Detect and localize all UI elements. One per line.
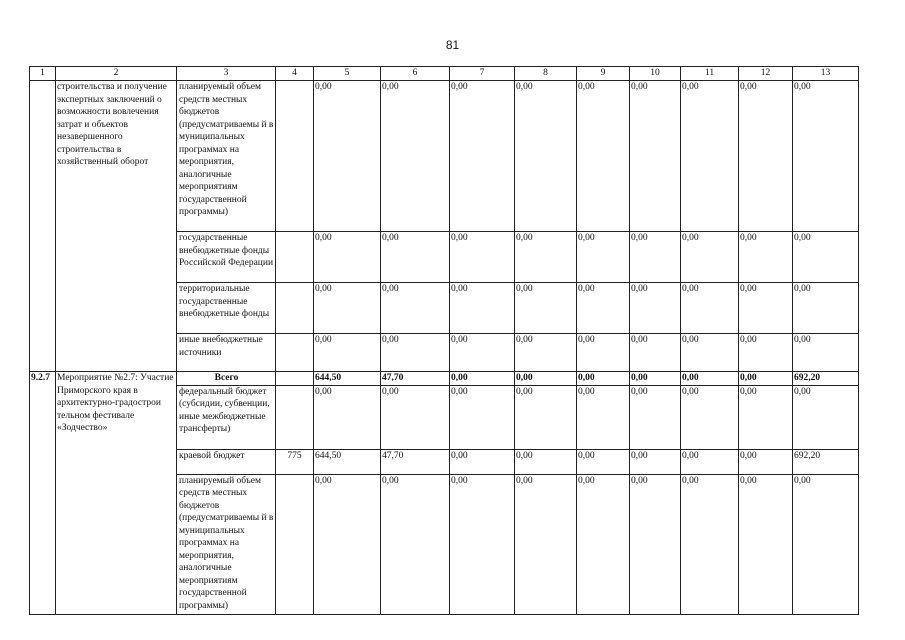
budget-code-cell	[276, 385, 314, 449]
value-cell: 0,00	[577, 449, 630, 474]
budget-code-cell	[276, 232, 314, 283]
value-cell: 0,00	[450, 449, 515, 474]
value-cell: 0,00	[739, 232, 793, 283]
value-cell: 0,00	[739, 283, 793, 334]
value-cell: 0,00	[630, 334, 681, 372]
table-row	[30, 81, 859, 232]
column-header-1: 1	[30, 67, 56, 81]
value-cell: 0,00	[630, 232, 681, 283]
value-cell: 0,00	[515, 449, 577, 474]
value-cell: 47,70	[381, 372, 450, 386]
budget-code-cell	[276, 283, 314, 334]
budget-code-cell	[276, 474, 314, 614]
column-header-9: 9	[577, 67, 630, 81]
value-cell: 0,00	[450, 385, 515, 449]
value-cell: 0,00	[739, 385, 793, 449]
value-cell: 0,00	[681, 372, 739, 386]
value-cell: 0,00	[739, 449, 793, 474]
funding-source-cell: федеральный бюджет (субсидии, субвенции, иные межбюджетные трансферты)	[177, 385, 276, 449]
value-cell: 0,00	[793, 334, 859, 372]
value-cell: 644,50	[314, 372, 381, 386]
value-cell: 0,00	[515, 232, 577, 283]
value-cell: 0,00	[577, 232, 630, 283]
value-cell: 0,00	[793, 81, 859, 232]
value-cell: 0,00	[450, 232, 515, 283]
column-header-4: 4	[276, 67, 314, 81]
value-cell: 0,00	[681, 81, 739, 232]
value-cell: 0,00	[450, 283, 515, 334]
value-cell: 0,00	[381, 283, 450, 334]
budget-code-cell: 775	[276, 449, 314, 474]
column-header-5: 5	[314, 67, 381, 81]
value-cell: 0,00	[793, 283, 859, 334]
column-header-8: 8	[515, 67, 577, 81]
value-cell: 0,00	[577, 385, 630, 449]
value-cell: 0,00	[314, 385, 381, 449]
value-cell: 0,00	[381, 474, 450, 614]
item-name-cell: Мероприятие №2.7: Участие Приморского края в архитектурно-градострои тельном фестивале «Зодчество»	[56, 372, 177, 615]
column-header-6: 6	[381, 67, 450, 81]
value-cell: 0,00	[577, 474, 630, 614]
value-cell: 0,00	[381, 232, 450, 283]
budget-code-cell	[276, 372, 314, 386]
value-cell: 0,00	[515, 372, 577, 386]
value-cell: 0,00	[630, 283, 681, 334]
value-cell: 0,00	[630, 385, 681, 449]
item-name-cell: строительства и получение экспертных заключений о возможности вовлечения затрат и объектов незавершенного строительства в хозяйственный оборот	[56, 81, 177, 372]
budget-table	[29, 66, 859, 615]
value-cell: 0,00	[681, 232, 739, 283]
value-cell: 0,00	[314, 334, 381, 372]
value-cell: 0,00	[515, 334, 577, 372]
value-cell: 0,00	[577, 283, 630, 334]
value-cell: 692,20	[793, 449, 859, 474]
item-number-cell	[30, 81, 56, 372]
funding-source-cell: территориальные государственные внебюджетные фонды	[177, 283, 276, 334]
value-cell: 0,00	[450, 334, 515, 372]
value-cell: 0,00	[314, 232, 381, 283]
value-cell: 0,00	[314, 283, 381, 334]
funding-source-cell: государственные внебюджетные фонды Российской Федерации	[177, 232, 276, 283]
value-cell: 0,00	[739, 81, 793, 232]
value-cell: 644,50	[314, 449, 381, 474]
page-number: 81	[445, 38, 460, 52]
value-cell: 0,00	[681, 385, 739, 449]
value-cell: 0,00	[515, 81, 577, 232]
value-cell: 0,00	[577, 372, 630, 386]
value-cell: 0,00	[630, 372, 681, 386]
value-cell: 0,00	[515, 385, 577, 449]
funding-source-cell: Всего	[177, 372, 276, 386]
value-cell: 0,00	[739, 334, 793, 372]
value-cell: 0,00	[515, 283, 577, 334]
value-cell: 0,00	[381, 385, 450, 449]
item-number-cell: 9.2.7	[30, 372, 56, 615]
value-cell: 0,00	[381, 81, 450, 232]
column-number-row	[30, 67, 859, 81]
column-header-11: 11	[681, 67, 739, 81]
value-cell: 0,00	[314, 474, 381, 614]
value-cell: 0,00	[793, 385, 859, 449]
value-cell: 692,20	[793, 372, 859, 386]
value-cell: 0,00	[681, 283, 739, 334]
column-header-13: 13	[793, 67, 859, 81]
value-cell: 0,00	[515, 474, 577, 614]
column-header-12: 12	[739, 67, 793, 81]
value-cell: 0,00	[681, 474, 739, 614]
budget-code-cell	[276, 81, 314, 232]
budget-code-cell	[276, 334, 314, 372]
value-cell: 0,00	[381, 334, 450, 372]
funding-source-cell: планируемый объем средств местных бюджетов (предусматриваемы й в муниципальных программах на мероприятия, аналогичные мероприятиям государственной программы)	[177, 474, 276, 614]
value-cell: 0,00	[739, 474, 793, 614]
value-cell: 0,00	[630, 474, 681, 614]
value-cell: 0,00	[739, 372, 793, 386]
funding-source-cell: краевой бюджет	[177, 449, 276, 474]
column-header-7: 7	[450, 67, 515, 81]
value-cell: 47,70	[381, 449, 450, 474]
value-cell: 0,00	[630, 81, 681, 232]
funding-source-cell: иные внебюджетные источники	[177, 334, 276, 372]
value-cell: 0,00	[577, 334, 630, 372]
value-cell: 0,00	[793, 474, 859, 614]
value-cell: 0,00	[450, 372, 515, 386]
value-cell: 0,00	[577, 81, 630, 232]
value-cell: 0,00	[681, 334, 739, 372]
value-cell: 0,00	[681, 449, 739, 474]
value-cell: 0,00	[630, 449, 681, 474]
value-cell: 0,00	[450, 474, 515, 614]
funding-source-cell: планируемый объем средств местных бюджетов (предусматриваемы й в муниципальных программах на мероприятия, аналогичные мероприятиям государственной программы)	[177, 81, 276, 232]
column-header-10: 10	[630, 67, 681, 81]
column-header-3: 3	[177, 67, 276, 81]
value-cell: 0,00	[314, 81, 381, 232]
column-header-2: 2	[56, 67, 177, 81]
value-cell: 0,00	[793, 232, 859, 283]
table-row	[30, 372, 859, 386]
value-cell: 0,00	[450, 81, 515, 232]
